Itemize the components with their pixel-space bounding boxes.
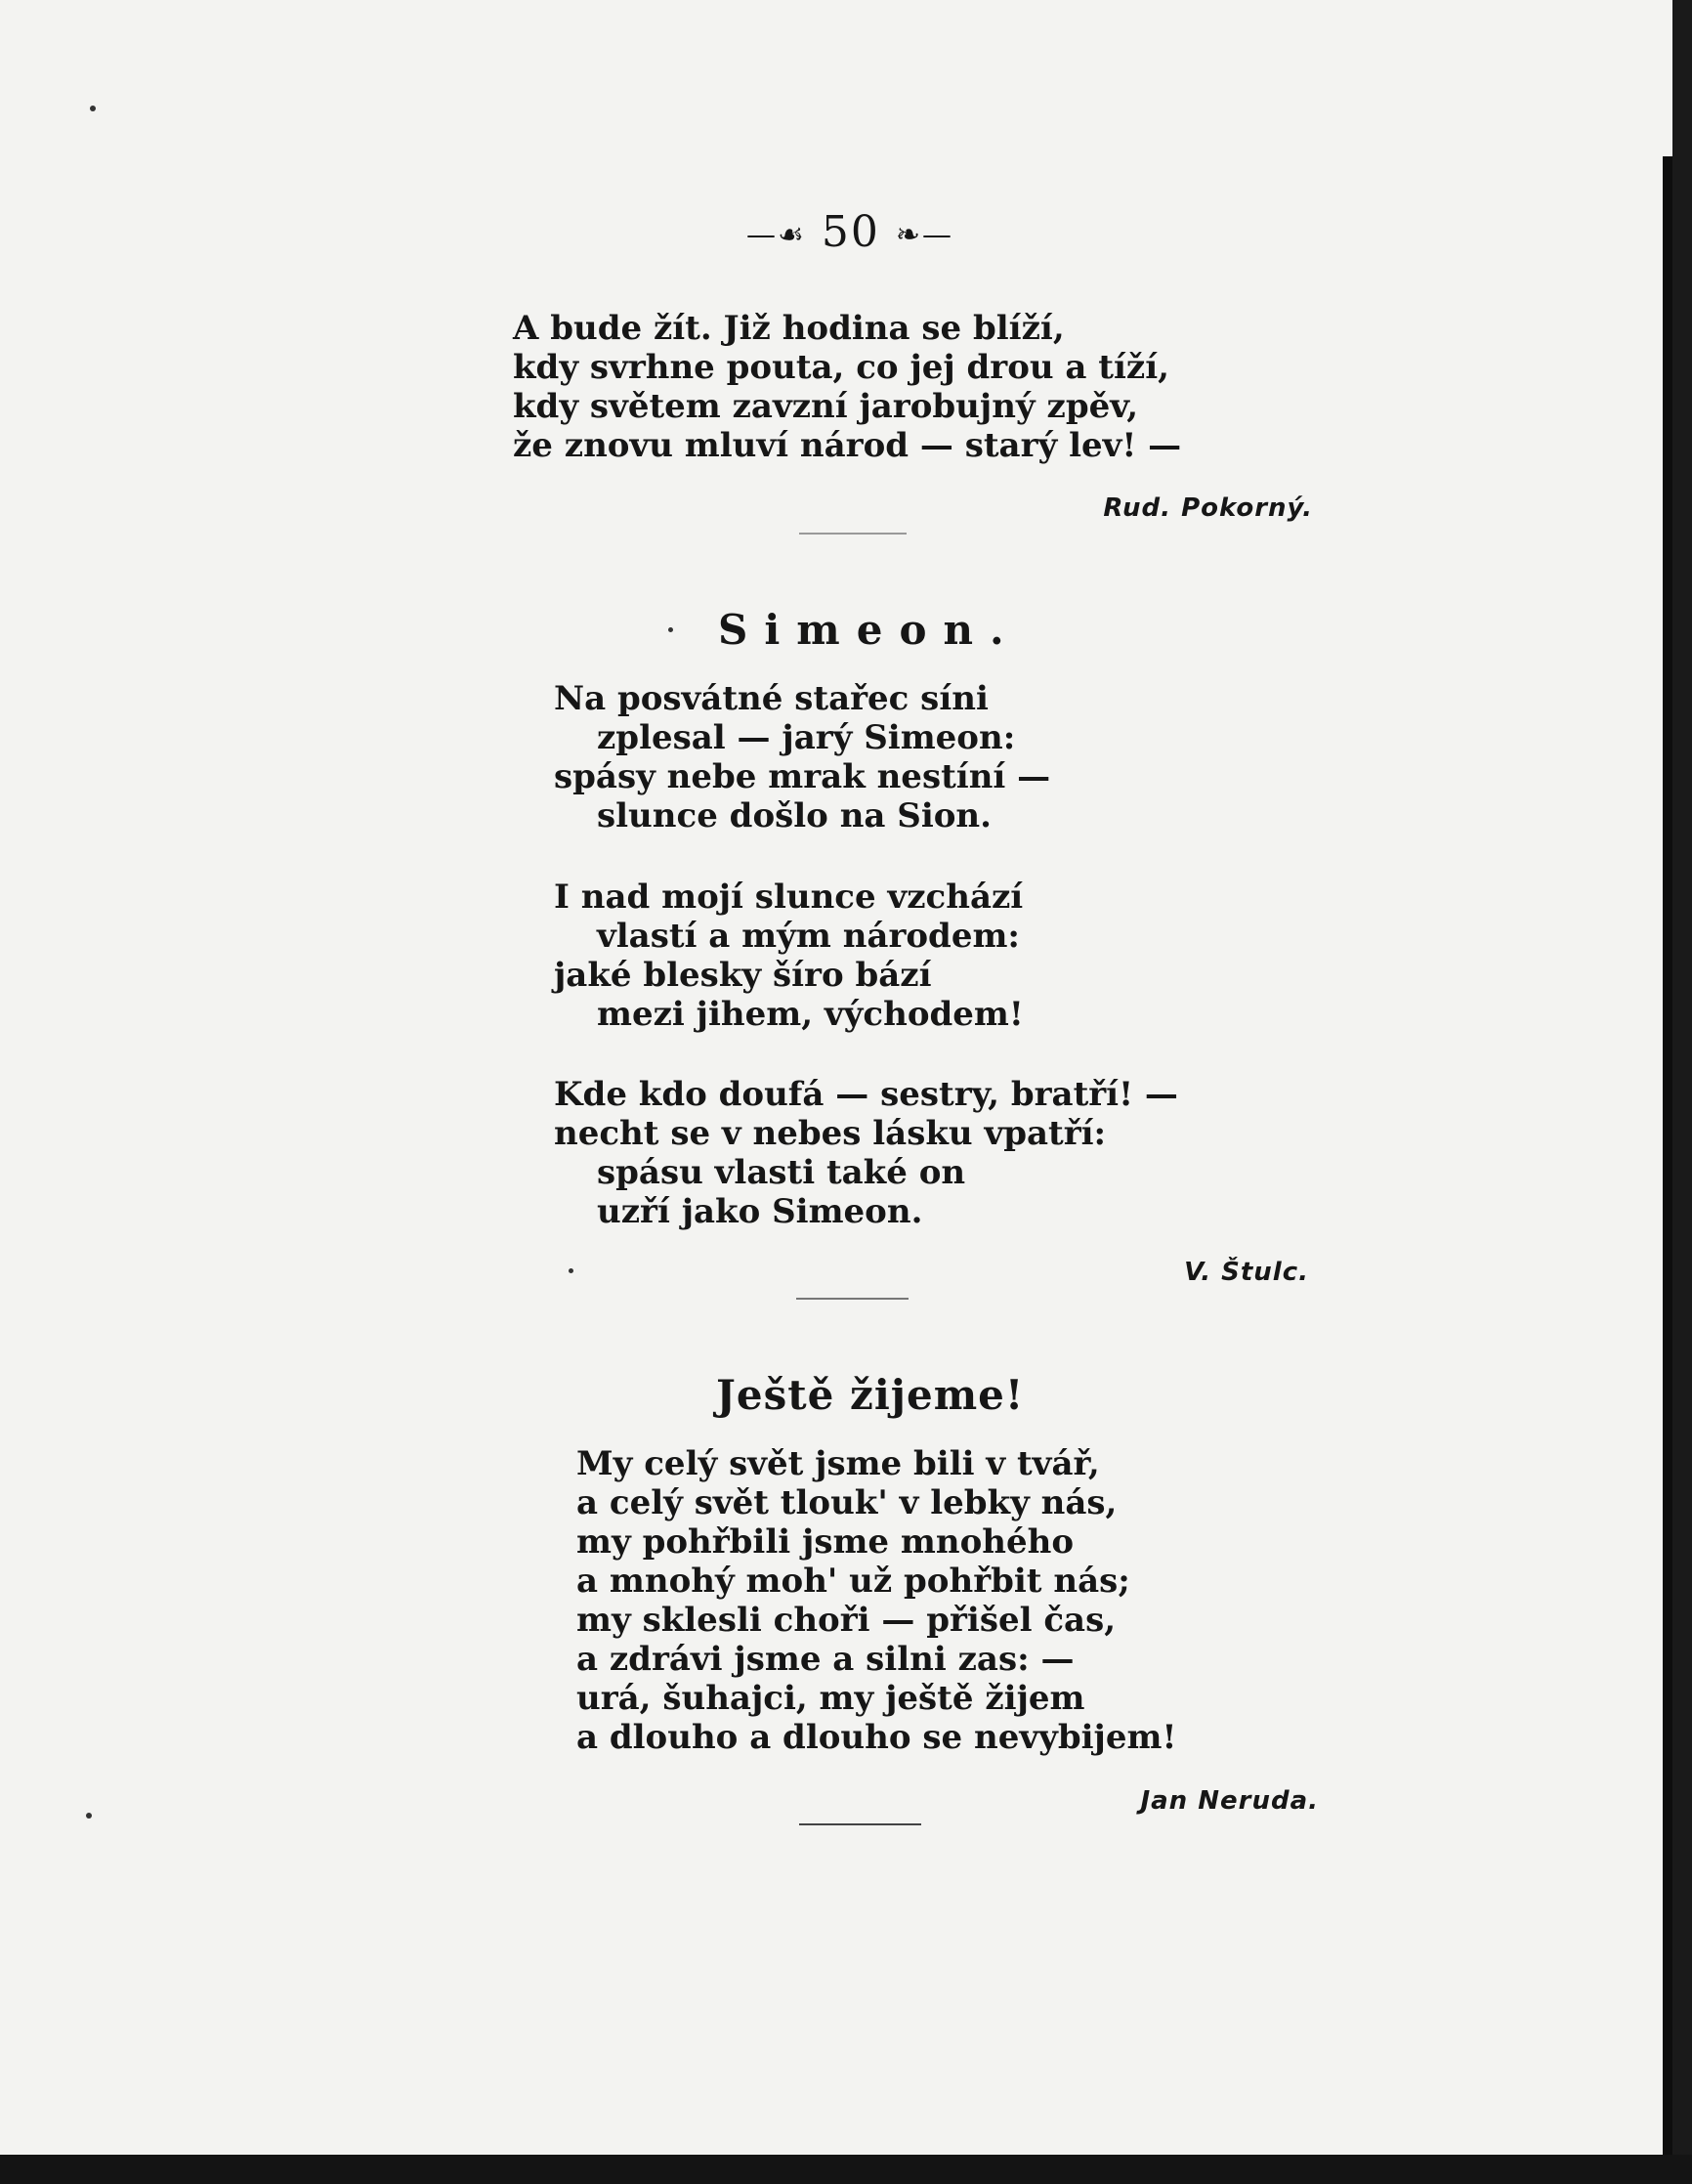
poem-line: uzří jako Simeon.	[597, 1192, 923, 1231]
poem-line: urá, šuhajci, my ještě žijem	[576, 1679, 1085, 1718]
poem-line: a zdrávi jsme a silni zas: —	[576, 1640, 1075, 1679]
paper-speck	[668, 627, 673, 632]
author-neruda: Jan Neruda.	[1140, 1786, 1319, 1816]
ornament-right-icon: ❧—	[895, 218, 954, 252]
poem-line: My celý svět jsme bili v tvář,	[576, 1444, 1100, 1483]
author-pokorny: Rud. Pokorný.	[1103, 493, 1313, 523]
section-divider	[796, 1298, 909, 1300]
poem-line: necht se v nebes lásku vpatří:	[554, 1114, 1107, 1153]
section-divider	[799, 1823, 921, 1825]
poem-line: A bude žít. Již hodina se blíží,	[513, 309, 1065, 348]
author-stulc: V. Štulc.	[1184, 1258, 1309, 1287]
poem-line: I nad mojí slunce vzchází	[554, 878, 1024, 917]
poem-line: Kde kdo doufá — sestry, bratří! —	[554, 1075, 1178, 1114]
intro-stanza	[513, 309, 1181, 465]
poem-line: spásu vlasti také on	[597, 1153, 966, 1192]
page-bottom-edge	[0, 2155, 1692, 2184]
poem-line: že znovu mluví národ — starý lev! —	[513, 426, 1182, 465]
page-number: 50	[821, 207, 880, 257]
page-edge-shadow	[1663, 156, 1672, 2155]
poem-line: a dlouho a dlouho se nevybijem!	[576, 1718, 1177, 1757]
paper-speck	[569, 1268, 573, 1273]
poem-line: vlastí a mým národem:	[597, 917, 1020, 956]
poem-line: slunce došlo na Sion.	[597, 796, 992, 835]
poem-line: jaké blesky šíro bází	[554, 956, 932, 995]
poem-title-zijeme: Ještě žijeme!	[716, 1371, 1025, 1419]
poem-line: my pohřbili jsme mnohého	[576, 1522, 1075, 1562]
poem-line: my sklesli choři — přišel čas,	[576, 1601, 1117, 1640]
poem-line: a celý svět tlouk' v lebky nás,	[576, 1483, 1118, 1522]
poem-line: kdy svrhne pouta, co jej drou a tíží,	[513, 348, 1169, 387]
simeon-stanza-1	[554, 679, 1050, 835]
page-number-header	[0, 207, 1672, 257]
simeon-stanza-3	[554, 1075, 1178, 1231]
simeon-stanza-2	[554, 878, 1024, 1034]
poem-line: Na posvátné stařec síni	[554, 679, 989, 718]
poem-line: a mnohý moh' už pohřbit nás;	[576, 1562, 1130, 1601]
ornament-left-icon: —☙	[745, 218, 806, 252]
section-divider	[799, 533, 907, 535]
poem-line: mezi jihem, východem!	[597, 995, 1024, 1034]
poem-line: spásy nebe mrak nestíní —	[554, 757, 1051, 796]
poem-title-simeon: Simeon.	[718, 606, 1021, 654]
poem-line: kdy světem zavzní jarobujný zpěv,	[513, 387, 1139, 426]
paper-speck	[86, 1813, 92, 1819]
paper-speck	[90, 106, 96, 111]
zijeme-stanza	[576, 1444, 1176, 1757]
poem-line: zplesal — jarý Simeon:	[597, 718, 1016, 757]
